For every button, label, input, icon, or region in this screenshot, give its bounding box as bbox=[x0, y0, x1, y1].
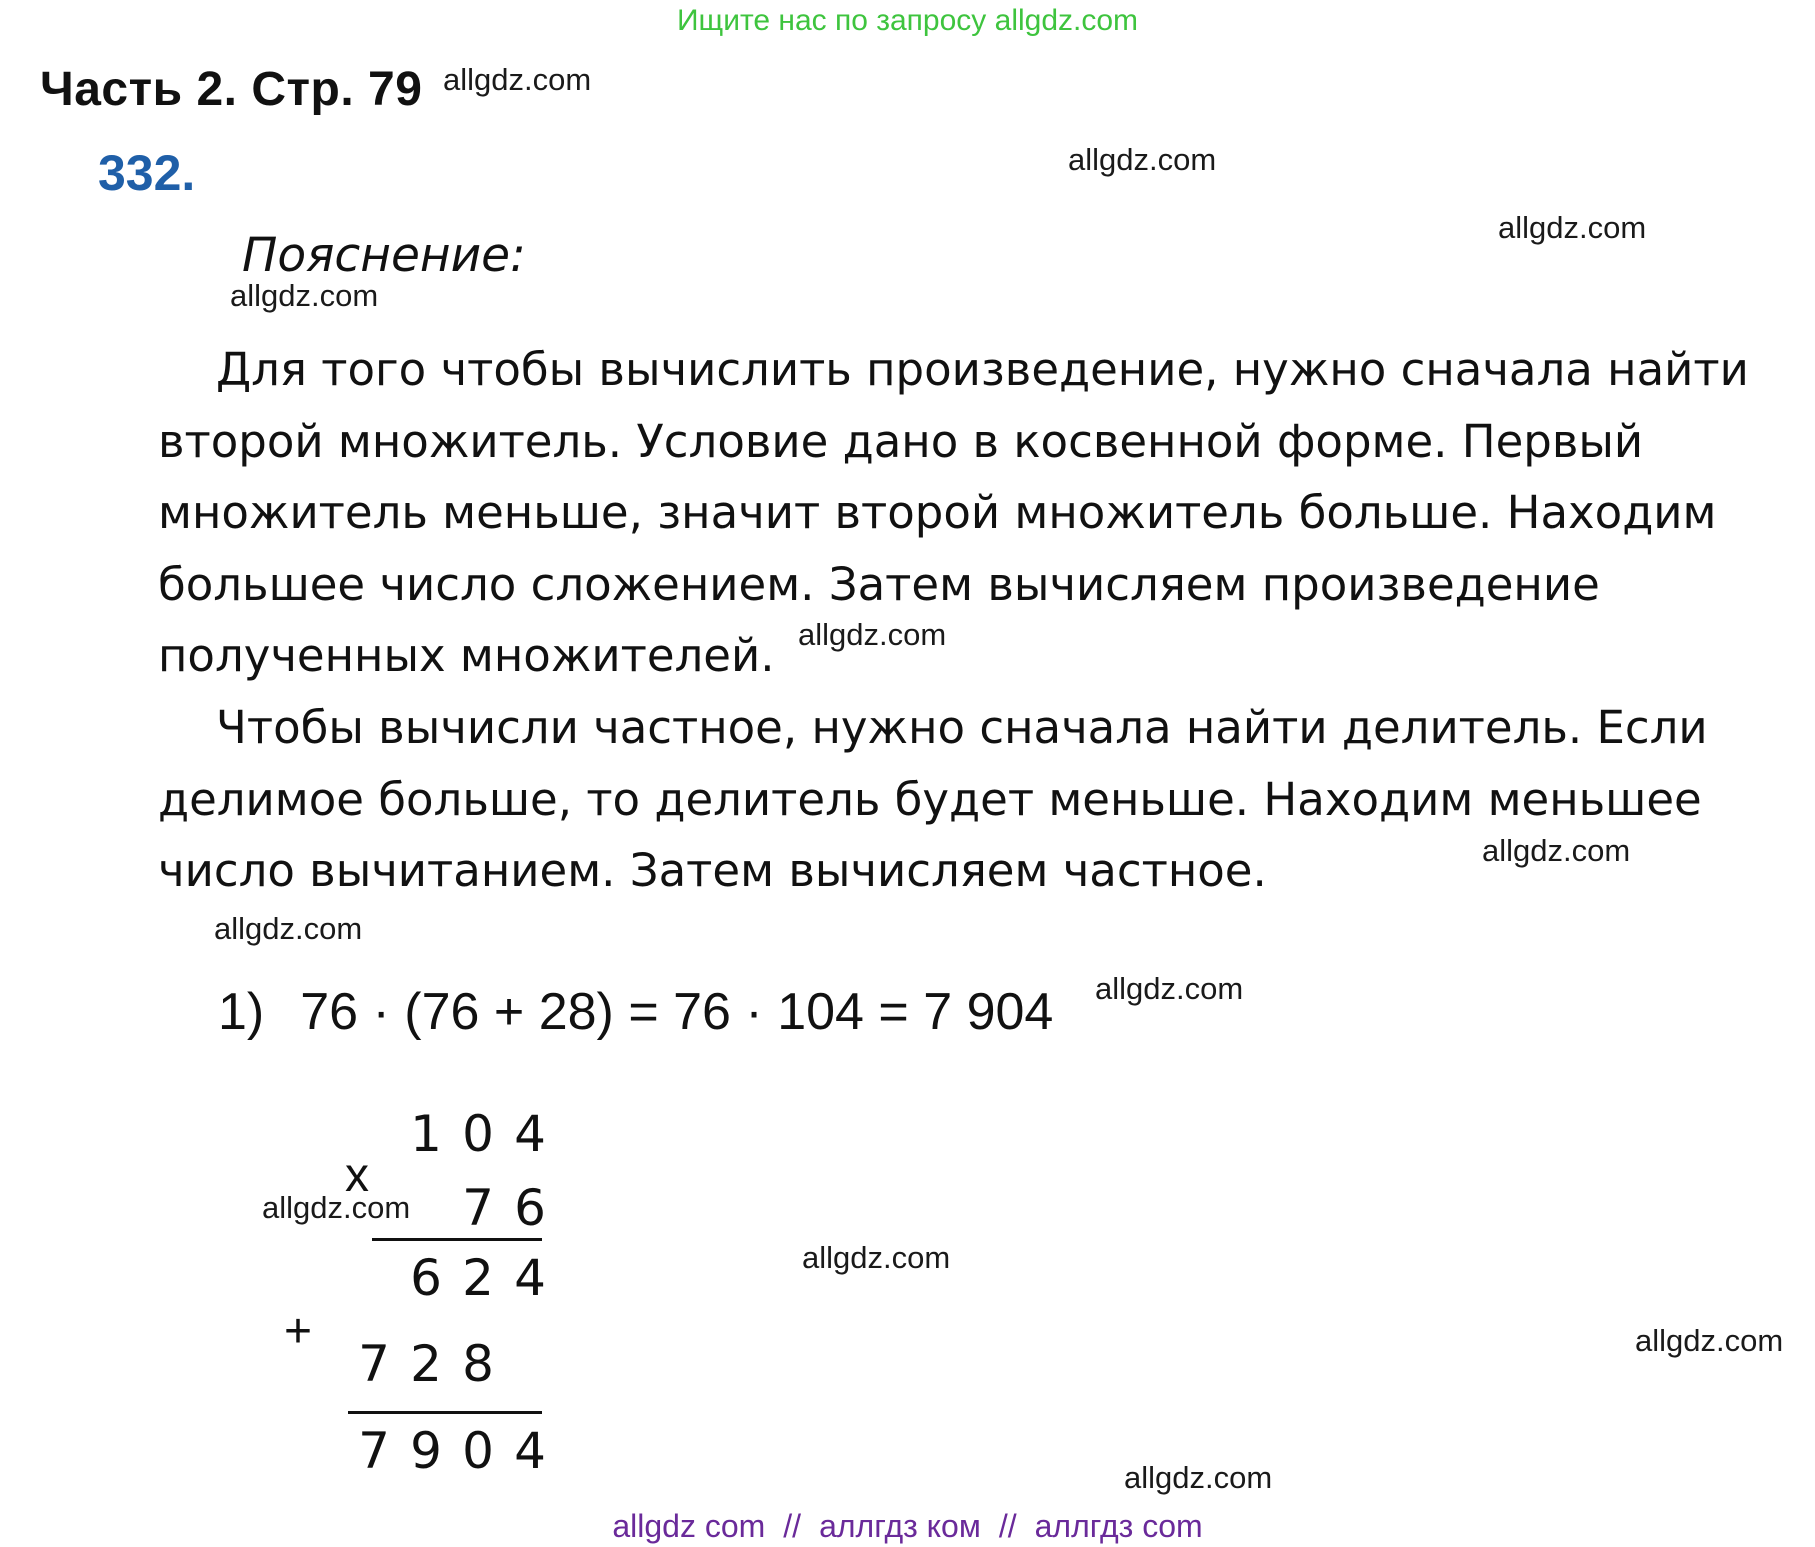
paragraph-line: делимое больше, то делитель будет меньше. Находим меньшее bbox=[158, 772, 1702, 826]
watermark: allgdz.com bbox=[1482, 833, 1631, 868]
step-1-expression bbox=[218, 982, 1053, 1042]
multiplicand-digit: 4 bbox=[514, 1105, 546, 1163]
footer-links bbox=[0, 1508, 1815, 1545]
partial-product-digit: 7 bbox=[358, 1335, 390, 1393]
partial-product-digit: 8 bbox=[462, 1335, 494, 1393]
watermark: allgdz.com bbox=[443, 62, 592, 97]
explanation-paragraph-2 bbox=[158, 692, 1808, 907]
footer-link[interactable]: allgdz com bbox=[612, 1508, 766, 1544]
paragraph-line: Для того чтобы вычислить произведение, нужно сначала найти bbox=[216, 343, 1749, 396]
multiply-sign: x bbox=[345, 1149, 369, 1202]
watermark: allgdz.com bbox=[802, 1240, 951, 1275]
result-digit: 0 bbox=[462, 1422, 494, 1480]
paragraph-line: второй множитель. Условие дано в косвенной форме. Первый bbox=[158, 414, 1644, 468]
watermark: allgdz.com bbox=[230, 278, 379, 313]
paragraph-line: число вычитанием. Затем вычисляем частное. bbox=[158, 844, 1267, 897]
watermark: allgdz.com bbox=[1095, 971, 1244, 1006]
sum-rule bbox=[348, 1411, 542, 1414]
multiplier-digit: 7 bbox=[462, 1179, 494, 1237]
search-banner: Ищите нас по запросу allgdz.com bbox=[676, 4, 1139, 37]
footer-link[interactable]: аллгдз ком bbox=[819, 1508, 981, 1544]
paragraph-line: Чтобы вычисли частное, нужно сначала найти делитель. Если bbox=[216, 701, 1708, 754]
page-title: Часть 2. Стр. 79 bbox=[40, 63, 423, 116]
paragraph-line: большее число сложением. Затем вычисляем произведение bbox=[158, 557, 1600, 611]
result-digit: 4 bbox=[514, 1422, 546, 1480]
partial-product-digit: 4 bbox=[514, 1249, 546, 1307]
step-equation: 76 · (76 + 28) = 76 · 104 = 7 904 bbox=[300, 983, 1054, 1041]
result-digit: 9 bbox=[410, 1422, 442, 1480]
multiplicand-digit: 1 bbox=[410, 1105, 442, 1163]
watermark: allgdz.com bbox=[262, 1190, 411, 1225]
task-number: 332. bbox=[98, 145, 196, 201]
add-sign: + bbox=[284, 1305, 313, 1358]
footer-link[interactable]: аллгдз com bbox=[1034, 1508, 1203, 1544]
watermark: allgdz.com bbox=[1068, 142, 1217, 177]
explanation-paragraph-1 bbox=[158, 334, 1808, 692]
multiplicand-digit: 0 bbox=[462, 1105, 494, 1163]
partial-product-digit: 2 bbox=[410, 1335, 442, 1393]
step-label: 1) bbox=[218, 983, 265, 1041]
partial-product-digit: 2 bbox=[462, 1249, 494, 1307]
watermark: allgdz.com bbox=[214, 911, 363, 946]
watermark: allgdz.com bbox=[1498, 210, 1647, 245]
explanation-label: Пояснение: bbox=[242, 228, 526, 283]
partial-product-digit: 6 bbox=[410, 1249, 442, 1307]
paragraph-line: полученных множителей. bbox=[158, 629, 775, 682]
multiplier-digit: 6 bbox=[514, 1179, 546, 1237]
watermark: allgdz.com bbox=[798, 617, 947, 652]
watermark: allgdz.com bbox=[1124, 1460, 1273, 1495]
footer-separator: // bbox=[998, 1508, 1017, 1544]
paragraph-line: множитель меньше, значит второй множитель больше. Находим bbox=[158, 486, 1717, 539]
footer-separator: // bbox=[783, 1508, 802, 1544]
multiplication-rule bbox=[372, 1238, 542, 1241]
watermark: allgdz.com bbox=[1635, 1323, 1784, 1358]
result-digit: 7 bbox=[358, 1422, 390, 1480]
